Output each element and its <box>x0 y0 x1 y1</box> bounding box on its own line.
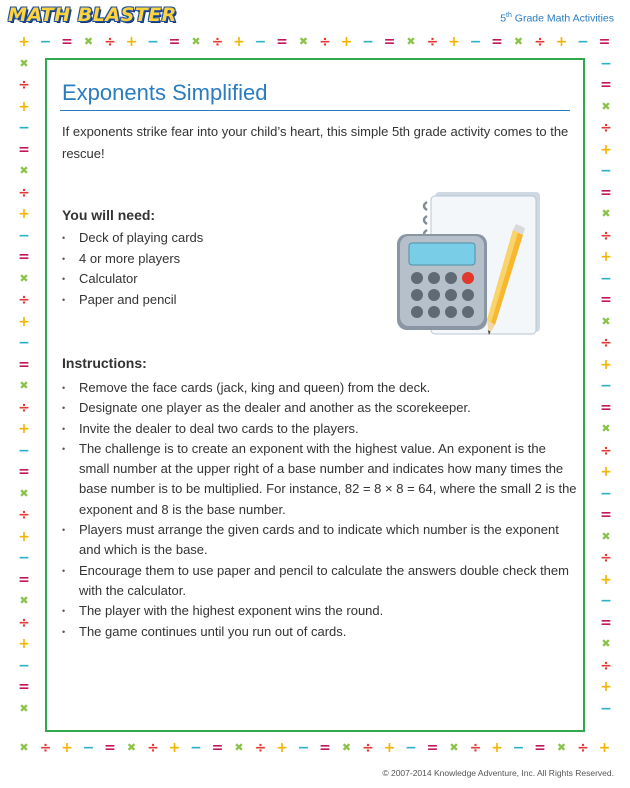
times-icon: ✖ <box>19 486 29 500</box>
plus-icon: + <box>18 206 30 222</box>
minus-icon: − <box>600 163 612 179</box>
divide-icon: ÷ <box>469 740 482 756</box>
equals-icon: = <box>18 679 30 695</box>
page-title: Exponents Simplified <box>62 80 268 105</box>
list-item: • The game continues until you run out of cards. <box>62 622 578 642</box>
divide-icon: ÷ <box>18 77 30 93</box>
minus-icon: − <box>405 740 417 756</box>
list-item: • Calculator <box>62 269 382 290</box>
minus-icon: − <box>297 740 310 756</box>
times-icon: ✖ <box>19 164 29 177</box>
equals-icon: = <box>276 34 288 50</box>
equals-icon: = <box>491 34 503 50</box>
times-icon: ✖ <box>19 379 29 392</box>
minus-icon: − <box>600 270 612 287</box>
title-divider <box>60 110 570 111</box>
equals-icon: = <box>18 356 30 373</box>
list-item: • Encourage them to use paper and pencil to calculate the answers double check them with the calculator. <box>62 561 578 602</box>
divide-icon: ÷ <box>254 740 267 756</box>
minus-icon: − <box>362 34 374 50</box>
plus-icon: + <box>18 98 30 115</box>
divide-icon: ÷ <box>18 292 30 308</box>
equals-icon: = <box>18 249 30 265</box>
divide-icon: ÷ <box>211 34 224 50</box>
equals-icon: = <box>600 292 612 308</box>
minus-icon: − <box>18 442 30 459</box>
divide-icon: ÷ <box>18 399 30 416</box>
times-icon: ✖ <box>513 35 524 48</box>
times-icon: ✖ <box>449 741 459 754</box>
divide-icon: ÷ <box>600 550 612 566</box>
times-icon: ✖ <box>341 741 352 754</box>
plus-icon: + <box>600 141 612 158</box>
intro-text: If exponents strike fear into your child’s heart, this simple 5th grade activity comes to the rescue! <box>62 124 569 161</box>
plus-icon: + <box>383 740 396 756</box>
equals-icon: = <box>18 141 30 158</box>
divide-icon: ÷ <box>600 657 612 674</box>
plus-icon: + <box>600 571 612 588</box>
minus-icon: − <box>82 740 95 756</box>
equals-icon: = <box>600 399 612 416</box>
plus-icon: + <box>61 740 73 756</box>
times-icon: ✖ <box>601 314 611 328</box>
plus-icon: + <box>600 356 612 373</box>
times-icon: ✖ <box>19 271 29 285</box>
equals-icon: = <box>104 740 116 756</box>
minus-icon: − <box>469 34 482 50</box>
plus-icon: + <box>600 249 612 265</box>
equals-icon: = <box>18 571 30 588</box>
calculator-icon <box>397 234 487 330</box>
plus-icon: + <box>555 34 568 50</box>
plus-icon: + <box>448 34 460 50</box>
divide-icon: ÷ <box>577 740 589 756</box>
minus-icon: − <box>600 593 612 609</box>
divide-icon: ÷ <box>600 335 612 351</box>
times-icon: ✖ <box>126 741 137 754</box>
list-item: • Paper and pencil <box>62 290 382 311</box>
minus-icon: − <box>254 34 267 50</box>
minus-icon: − <box>18 227 30 244</box>
equals-icon: = <box>534 740 546 756</box>
times-icon: ✖ <box>556 741 567 754</box>
list-item: • Remove the face cards (jack, king and queen) from the deck. <box>62 378 578 398</box>
grade-text: Grade Math Activities <box>511 12 614 25</box>
times-icon: ✖ <box>601 637 611 650</box>
needs-list <box>62 228 382 310</box>
list-item: • Deck of playing cards <box>62 228 382 249</box>
plus-icon: + <box>18 636 30 652</box>
times-icon: ✖ <box>298 35 309 48</box>
plus-icon: + <box>276 740 288 756</box>
plus-icon: + <box>340 34 353 50</box>
divide-icon: ÷ <box>600 120 612 136</box>
plus-icon: + <box>18 34 30 50</box>
times-icon: ✖ <box>19 701 29 715</box>
times-icon: ✖ <box>19 594 29 607</box>
list-item: • The challenge is to create an exponent with the highest value. An exponent is the small number at the upper right of a base number and indicates how many times the base number is to be multiplied. For instance, 82 = 8 × 8 = 64, where the small 2 is the exponent and 8 is the base number. <box>62 439 578 520</box>
list-item: • 4 or more players <box>62 249 382 270</box>
list-item: • The player with the highest exponent wins the round. <box>62 601 578 621</box>
list-item: • Designate one player as the dealer and another as the scorekeeper. <box>62 398 578 418</box>
plus-icon: + <box>168 740 181 756</box>
plus-icon: + <box>598 740 611 756</box>
divide-icon: ÷ <box>104 34 116 50</box>
times-icon: ✖ <box>601 529 611 543</box>
plus-icon: + <box>18 421 30 437</box>
equals-icon: = <box>600 77 612 93</box>
equals-icon: = <box>61 34 73 50</box>
math-blaster-logo[interactable]: MATH BLASTER <box>8 4 177 26</box>
equals-icon: = <box>18 464 30 480</box>
equals-icon: = <box>600 184 612 201</box>
times-icon: ✖ <box>601 207 611 220</box>
needs-heading: You will need: <box>62 207 156 223</box>
divide-icon: ÷ <box>319 34 331 50</box>
divide-icon: ÷ <box>18 184 30 201</box>
divide-icon: ÷ <box>600 442 612 459</box>
times-icon: ✖ <box>601 99 611 113</box>
minus-icon: − <box>39 34 52 50</box>
minus-icon: − <box>600 55 612 72</box>
minus-icon: − <box>18 120 30 136</box>
times-icon: ✖ <box>191 35 201 48</box>
divide-icon: ÷ <box>147 740 159 756</box>
plus-icon: + <box>233 34 245 50</box>
equals-icon: = <box>211 740 224 756</box>
plus-icon: + <box>600 679 612 695</box>
divide-icon: ÷ <box>600 227 612 244</box>
equals-icon: = <box>383 34 396 50</box>
grade-number: 5 <box>500 12 507 25</box>
times-icon: ✖ <box>601 422 611 435</box>
copyright-footer: © 2007-2014 Knowledge Adventure, Inc. All Rights Reserved. <box>382 768 614 778</box>
list-item: • Invite the dealer to deal two cards to the players. <box>62 419 578 439</box>
times-icon: ✖ <box>234 741 244 754</box>
minus-icon: − <box>18 335 30 351</box>
minus-icon: − <box>18 550 30 566</box>
times-icon: ✖ <box>83 35 94 48</box>
minus-icon: − <box>147 34 159 50</box>
equals-icon: = <box>600 614 612 631</box>
times-icon: ✖ <box>19 741 29 754</box>
minus-icon: − <box>190 740 202 756</box>
equals-icon: = <box>426 740 439 756</box>
grade-label <box>500 12 614 25</box>
minus-icon: − <box>600 700 612 717</box>
plus-icon: + <box>18 313 30 330</box>
grade-suffix: th <box>506 12 512 19</box>
instructions-heading: Instructions: <box>62 355 147 371</box>
divide-icon: ÷ <box>18 507 30 523</box>
plus-icon: + <box>600 464 612 480</box>
instructions-list <box>62 378 578 642</box>
plus-icon: + <box>491 740 503 756</box>
plus-icon: + <box>18 528 30 545</box>
minus-icon: − <box>18 657 30 674</box>
minus-icon: − <box>600 485 612 502</box>
times-icon: ✖ <box>406 35 416 48</box>
divide-icon: ÷ <box>426 34 439 50</box>
divide-icon: ÷ <box>362 740 374 756</box>
equals-icon: = <box>319 740 331 756</box>
minus-icon: − <box>512 740 525 756</box>
equals-icon: = <box>600 507 612 523</box>
plus-icon: + <box>125 34 138 50</box>
divide-icon: ÷ <box>534 34 546 50</box>
calculator-notebook-illustration <box>395 190 545 340</box>
list-item: • Players must arrange the given cards and to indicate which number is the exponent and which is the base. <box>62 520 578 561</box>
divide-icon: ÷ <box>39 740 52 756</box>
minus-icon: − <box>577 34 589 50</box>
divide-icon: ÷ <box>18 614 30 631</box>
equals-icon: = <box>168 34 181 50</box>
times-icon: ✖ <box>19 56 29 70</box>
minus-icon: − <box>600 378 612 394</box>
equals-icon: = <box>598 34 611 50</box>
